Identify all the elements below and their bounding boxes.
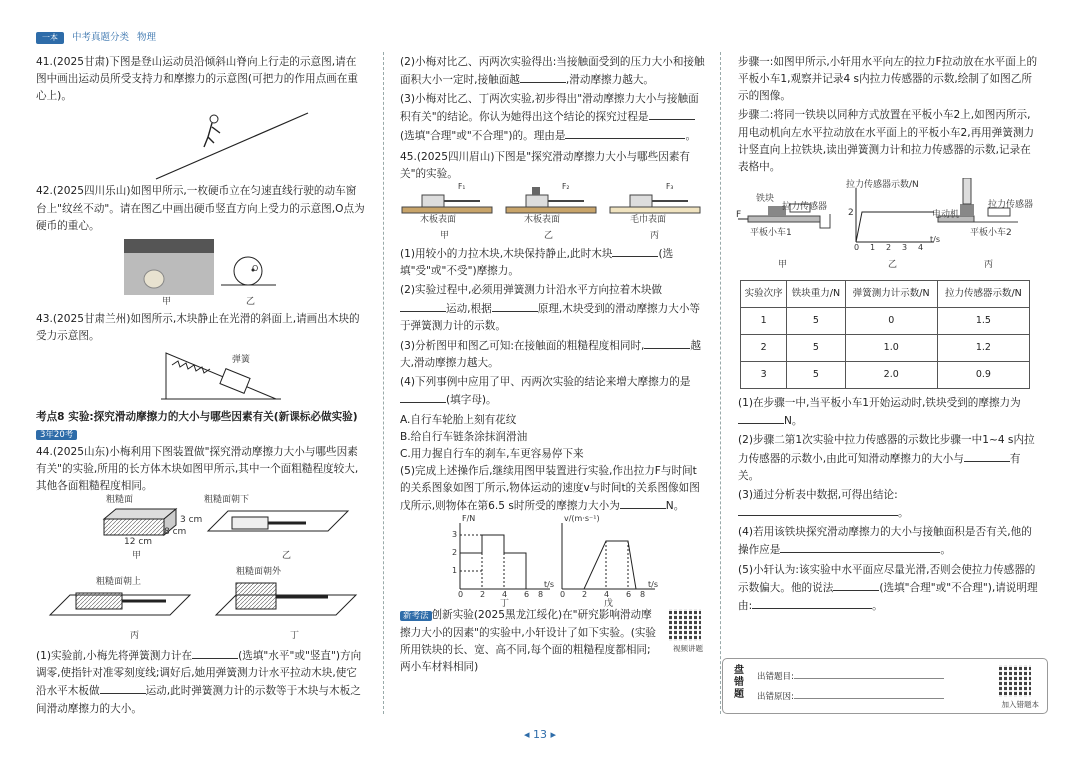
table-header-row [741, 281, 1030, 308]
graph-xtick-4: 4 [918, 243, 924, 253]
q43-figure [36, 347, 366, 403]
q45-graphs [400, 514, 705, 610]
q44-p1b: (选填"水平"或"竖直")方向调零,使指针对准零刻度线;调好后,她用弹簧测力计水平拉动木块,使它沿水平木板做 [36, 650, 362, 698]
error-review-box [722, 658, 1048, 714]
q41-text: 41.(2025甘肃)下图是登山运动员沿倾斜山脊向上行走的示意图,请在图中画出运动员所受支持力和摩擦力的示意图(可把力的作用点画在重心上)。 [36, 56, 358, 103]
q45-option-a: A.自行车轮胎上刻有花纹 [400, 413, 517, 426]
table-header: 实验次序 [741, 281, 787, 308]
sensor-label-1: 拉力传感器 [782, 202, 828, 213]
q46-p5b: (选填"合理"或"不合理"),请说明理由: [738, 581, 1038, 612]
column-right [738, 54, 1038, 617]
q45-p2b: 运动,根据 [446, 302, 492, 315]
graph2-xtick-4: 4 [604, 590, 610, 600]
table-row [741, 308, 1030, 335]
table-cell: 3 [741, 362, 787, 389]
q46-blank-5[interactable] [833, 579, 879, 591]
q45-surface-3: 毛巾表面 [630, 215, 667, 226]
q44-part2 [400, 54, 705, 89]
graph-xlabel: t/s [930, 235, 940, 245]
q45-p2c: 原理,木块受到的滑动摩擦力大小等于弹簧测力计的示数。 [400, 302, 701, 332]
q45-p3b: 越大,滑动摩擦力越大。 [400, 339, 702, 370]
q44-blank-4[interactable] [649, 108, 695, 120]
q44-dim-h: 3 cm [180, 515, 203, 526]
graph2-xtick-0: 0 [560, 590, 566, 600]
q46-blank-6[interactable] [752, 597, 872, 609]
q44-figure [36, 497, 366, 647]
q44-p3c: 。 [685, 129, 697, 142]
q44-blank-2[interactable] [100, 682, 146, 694]
motor-label: 电动机 [932, 210, 960, 221]
q44-p1c: 运动,此时弹簧测力计的示数等于木块与木板之间滑动摩擦力的大小。 [36, 685, 361, 715]
q46-intro [400, 607, 705, 676]
kd8-title-text: 考点8 实验:探究滑动摩擦力的大小与哪些因素有关(新课标必做实验) [36, 411, 358, 424]
q45-p5a: (5)完成上述操作后,继续用图甲装置进行实验,作出拉力F与时间t的关系图象如图丁所示,物体运动的速度v与时间t的关系图像如图戊所示,则物体在第6.5 s时所受的摩擦力大小为 [400, 464, 700, 513]
q44-p2a: (2)小梅对比乙、丙两次实验得出:当接触面受到的压力大小和接触面积大小一定时,接触面越 [400, 56, 705, 87]
q44-label-ding: 丁 [290, 631, 300, 642]
q46-blank-1[interactable] [738, 412, 784, 424]
graph1-ytick-2: 2 [452, 548, 458, 558]
error-row-reason [757, 689, 944, 705]
q46-p4a: (4)若用该铁块探究滑动摩擦力的大小与接触面积是否有关,他的操作应是 [738, 526, 1032, 557]
q45-option-c: C.用力握自行车的刹车,车更容易停下来 [400, 447, 584, 460]
q44-label-bing: 丙 [130, 631, 140, 642]
q46-step1: 步骤一:如图甲所示,小轩用水平向左的拉力F拉动放在水平面上的平板小车1,观察并记录4 s内拉力传感器的示数,绘制了如图乙所示的图像。 [738, 56, 1038, 103]
page-number-value: 13 [533, 728, 547, 741]
q45-p5b: N。 [665, 500, 685, 513]
q46-part5 [738, 562, 1038, 615]
q45-blank-4[interactable] [644, 337, 690, 349]
graph1-xtick-2: 2 [480, 590, 486, 600]
incline-spring-diagram [36, 347, 366, 403]
q45-blank-3[interactable] [492, 300, 538, 312]
table-header: 拉力传感器示数/N [937, 281, 1029, 308]
q46-data-table [740, 280, 1030, 389]
q46-part4 [738, 524, 1038, 559]
error-row2-label: 出错原因: [757, 692, 794, 702]
error-book-qr-code[interactable] [999, 665, 1031, 697]
q45-force-3: F₃ [666, 182, 674, 192]
header-subject: 物理 [137, 32, 157, 44]
q44-label-yi: 乙 [282, 551, 292, 562]
q46-badge: 新考法 [400, 611, 432, 621]
graph2-label: 戊 [604, 599, 614, 610]
page-header [36, 28, 1076, 48]
q44-blank-5[interactable] [565, 127, 685, 139]
table-header: 弹簧测力计示数/N [845, 281, 937, 308]
q46-label-jia: 甲 [778, 260, 788, 271]
column-divider-2 [720, 52, 721, 714]
q45-blank-1[interactable] [612, 245, 658, 257]
q44-p2b: ,滑动摩擦力越大。 [565, 74, 655, 87]
column-middle [400, 54, 705, 678]
error-review-side-label: 盘错题 [734, 665, 744, 700]
q46-p4b: 。 [940, 544, 951, 557]
q46-part3 [738, 487, 1038, 522]
coin-point-label: O [252, 263, 259, 273]
graph1-ytick-3: 3 [452, 530, 458, 540]
q45-surface-1: 木板表面 [420, 215, 457, 226]
error-row2-line[interactable] [794, 689, 944, 699]
brand-logo: 一本 [36, 32, 64, 44]
graph-xtick-3: 3 [902, 243, 908, 253]
q45-surface-2: 木板表面 [524, 215, 561, 226]
q46-qr-code[interactable] [669, 609, 701, 641]
sensor-label-2: 拉力传感器 [988, 200, 1034, 211]
graph1-label: 丁 [500, 599, 510, 610]
graph2-xlabel: t/s [648, 580, 658, 590]
q46-p5c: 。 [872, 599, 883, 612]
q42-text: 42.(2025四川乐山)如图甲所示,一枚硬币立在匀速直线行驶的动车窗台上"纹丝不动"。请在图乙中画出硬币竖直方向上受力的示意图,O点为硬币的重心。 [36, 185, 365, 232]
q44-blank-1[interactable] [192, 647, 238, 659]
table-row [741, 362, 1030, 389]
table-cell: 1.5 [937, 308, 1029, 335]
table-cell: 5 [787, 335, 845, 362]
table-cell: 0 [845, 308, 937, 335]
q42-label-a: 甲 [162, 296, 172, 307]
spring-label: 弹簧 [232, 355, 251, 366]
q44-rough-down-label: 粗糙面朝下 [204, 495, 250, 506]
q42-figure [36, 237, 366, 311]
q45-p1b: (选填"受"或"不受")摩擦力。 [400, 248, 674, 278]
q45-figure [400, 182, 705, 245]
q46-p5a: (5)小轩认为:该实验中水平面应尽量光滑,否则会使拉力传感器的示数偏大。他的说法 [738, 563, 1036, 594]
q46-step2: 步骤二:将同一铁块以同种方式放置在平板小车2上,如图丙所示,用电动机向左水平拉动放在水平面上的平板小车2,再用弹簧测力计竖直向上拉铁块,读出弹簧测力计和拉力传感器的示数,记录在表格中。 [738, 109, 1035, 173]
header-category: 中考真题分类 [72, 32, 130, 44]
error-row1-label: 出错题目: [757, 672, 794, 682]
q45-blank-2[interactable] [400, 300, 446, 312]
table-cell: 1.0 [845, 335, 937, 362]
graph-ytick-2: 2 [848, 208, 854, 219]
mountain-slope-diagram [36, 107, 366, 183]
q44-dim-l: 12 cm [124, 537, 153, 548]
table-cell: 2.0 [845, 362, 937, 389]
cart1-label: 平板小车1 [750, 228, 792, 239]
q44-rough-up-label: 粗糙面朝上 [96, 577, 142, 588]
q45-p1a: (1)用较小的力拉木块,木块保持静止,此时木块 [400, 248, 613, 261]
graph1-ytick-1: 1 [452, 566, 458, 576]
q46-label-yi: 乙 [888, 260, 898, 271]
column-divider-1 [383, 52, 384, 714]
q45-label-bing: 丙 [650, 231, 660, 242]
table-cell: 5 [787, 308, 845, 335]
page-number: ◂ 13 ▸ [523, 728, 557, 741]
graph1-xtick-4: 4 [502, 590, 508, 600]
q46-part2 [738, 432, 1038, 484]
error-row1-line[interactable] [794, 669, 944, 679]
graph-ylabel: 拉力传感器示数/N [846, 180, 919, 191]
column-left [36, 54, 366, 720]
q45-blank-5[interactable] [400, 391, 446, 403]
q42-label-b: 乙 [246, 296, 256, 307]
q45-p2a: (2)实验过程中,必须用弹簧测力计沿水平方向拉着木块做 [400, 284, 663, 297]
q46-blank-3[interactable] [738, 504, 898, 516]
q45-blank-6[interactable] [620, 497, 666, 509]
kd8-title [36, 409, 366, 443]
q45-p3a: (3)分析图甲和图乙可知:在接触面的粗糙程度相同时, [400, 339, 645, 352]
q44-p1a: (1)实验前,小梅先将弹簧测力计在 [36, 650, 193, 663]
graph-xtick-2: 2 [886, 243, 892, 253]
q45-force-2: F₂ [562, 182, 570, 192]
q46-p1b: N。 [784, 415, 803, 428]
graph1-xtick-8: 8 [538, 590, 544, 600]
kd8-badge: 3年20考 [36, 430, 77, 440]
graph1-xtick-0: 0 [458, 590, 464, 600]
table-cell: 5 [787, 362, 845, 389]
q46-p3b: 。 [898, 507, 909, 520]
q45-part3 [400, 337, 705, 372]
q41-figure [36, 107, 366, 183]
graph1-ylabel: F/N [462, 514, 476, 524]
q45-intro: 45.(2025四川眉山)下图是"探究滑动摩擦力大小与哪些因素有关"的实验。 [400, 150, 691, 180]
table-header: 铁块重力/N [787, 281, 845, 308]
q45-part4 [400, 374, 705, 409]
q44-blank-3[interactable] [520, 71, 566, 83]
q46-p1a: (1)在步骤一中,当平板小车1开始运动时,铁块受到的摩擦力为 [738, 397, 1021, 410]
q46-p3a: (3)通过分析表中数据,可得出结论: [738, 488, 898, 501]
q45-part5 [400, 463, 705, 515]
table-cell: 2 [741, 335, 787, 362]
q46-part1 [738, 395, 1038, 430]
graph1-xtick-6: 6 [524, 590, 530, 600]
q45-p4b: (填字母)。 [446, 394, 497, 407]
graph2-xtick-6: 6 [626, 590, 632, 600]
q46-blank-4[interactable] [780, 541, 940, 553]
error-book-qr-caption: 加入错题本 [1001, 700, 1039, 709]
q46-p2a: (2)步骤二第1次实验中拉力传感器的示数比步骤一中1~4 s内拉力传感器的示数小,由此可知滑动摩擦力的大小与 [738, 434, 1035, 465]
q45-label-jia: 甲 [440, 231, 450, 242]
q45-part2 [400, 282, 705, 334]
graph2-xtick-2: 2 [582, 590, 588, 600]
q45-label-yi: 乙 [544, 231, 554, 242]
graph-xtick-0: 0 [854, 243, 860, 253]
graph-xtick-1: 1 [870, 243, 876, 253]
graph2-xtick-8: 8 [640, 590, 646, 600]
q46-qr-caption: 视频讲题 [673, 644, 703, 654]
q46-figure [738, 178, 1038, 276]
q46-text: 创新实验(2025黑龙江绥化)在"研究影响滑动摩擦力大小的因素"的实验中,小轩设计了如下实验。(实验所用铁块的长、宽、高不同,每个面的粗糙程度都相同;两小车材料相同) [400, 609, 657, 673]
table-cell: 0.9 [937, 362, 1029, 389]
error-row-question [757, 669, 944, 685]
force-velocity-graphs [400, 517, 705, 607]
q46-blank-2[interactable] [964, 450, 1010, 462]
q45-p4a: (4)下列事例中应用了甲、丙两次实验的结论来增大摩擦力的是 [400, 376, 691, 389]
table-cell: 1 [741, 308, 787, 335]
q44-rough-label: 粗糙面 [106, 495, 134, 506]
q44-dim-w: 8 cm [164, 527, 187, 538]
q44-rough-out-label: 粗糙面朝外 [236, 567, 282, 578]
q44-p3b: (选填"合理"或"不合理")的。理由是 [400, 129, 566, 142]
q44-label-jia: 甲 [132, 551, 142, 562]
q46-label-bing: 丙 [984, 260, 994, 271]
q44-p3a: (3)小梅对比乙、丁两次实验,初步得出"滑动摩擦力大小与接触面积有关"的结论。你认为她得出这个结论的探究过程是 [400, 93, 699, 124]
q45-part1 [400, 245, 705, 280]
table-row [741, 335, 1030, 362]
graph1-xlabel: t/s [544, 580, 554, 590]
graph2-ylabel: v/(m·s⁻¹) [564, 514, 600, 524]
coin-diagram [36, 237, 366, 311]
q44-intro: 44.(2025山东)小梅利用下图装置做"探究滑动摩擦力大小与哪些因素有关"的实验,所用的长方体木块如图甲所示,其中一个面粗糙程度较大,其他各面粗糙程度相同。 [36, 445, 359, 492]
q44-part3 [400, 91, 705, 144]
q45-option-b: B.给自行车链条涂抹润滑油 [400, 430, 528, 443]
q43-text: 43.(2025甘肃兰州)如图所示,木块静止在光滑的斜面上,请画出木块的受力示意图。 [36, 312, 360, 343]
iron-label: 铁块 [756, 194, 775, 205]
q44-part1 [36, 647, 366, 718]
q45-force-1: F₁ [458, 182, 466, 192]
table-cell: 1.2 [937, 335, 1029, 362]
cart2-label: 平板小车2 [970, 228, 1012, 239]
force-label: F [736, 210, 742, 221]
q46-p2b: 有关。 [738, 452, 1021, 482]
